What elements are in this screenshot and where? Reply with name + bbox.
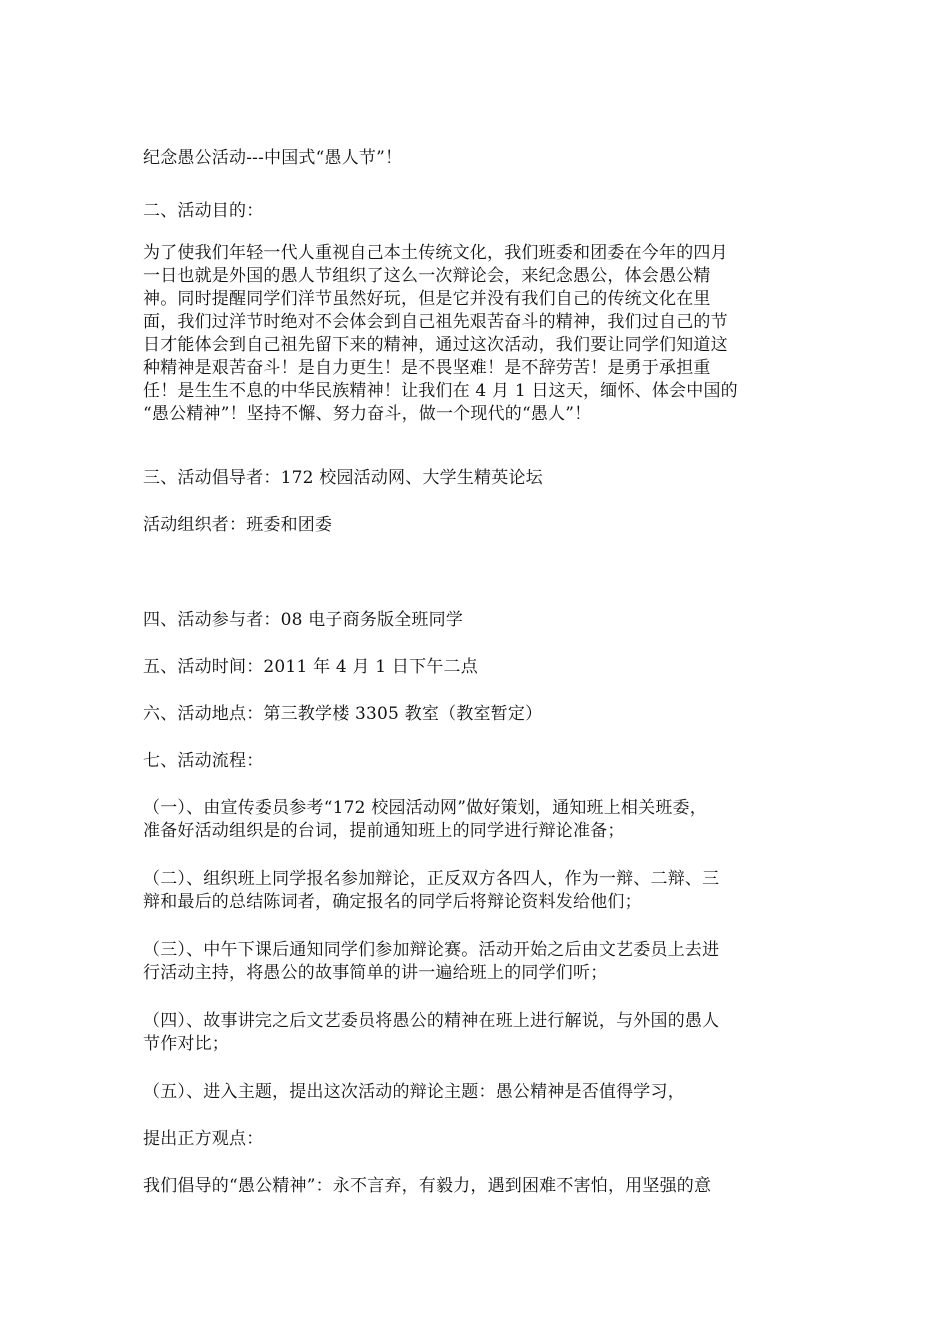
step-line: （四）、故事讲完之后文艺委员将愚公的精神在班上进行解说，与外国的愚人 (143, 1011, 720, 1031)
section3-line: 三、活动倡导者：172 校园活动网、大学生精英论坛 (143, 468, 543, 488)
step3 (143, 939, 808, 985)
body-line: 为了使我们年轻一代人重视自己本土传统文化，我们班委和团委在今年的四月 (143, 243, 728, 263)
pro-view-line: 我们倡导的“愚公精神”：永不言弃，有毅力，遇到困难不害怕，用坚强的意 (143, 1176, 712, 1196)
step2 (143, 868, 808, 914)
step-line: 辩和最后的总结陈词者，确定报名的同学后将辩论资料发给他们； (143, 892, 642, 912)
step-line: （二）、组织班上同学报名参加辩论，正反双方各四人，作为一辩、二辩、三 (143, 869, 720, 889)
body-line: “愚公精神”！坚持不懈、努力奋斗，做一个现代的“愚人”！ (143, 404, 592, 424)
step-line: （一）、由宣传委员参考“172 校园活动网”做好策划，通知班上相关班委， (143, 798, 707, 818)
organizer-line: 活动组织者：班委和团委 (143, 515, 333, 535)
pro-view-heading: 提出正方观点： (143, 1129, 264, 1149)
body-line: 一日也就是外国的愚人节组织了这么一次辩论会，来纪念愚公，体会愚公精 (143, 266, 711, 286)
section7-heading: 七、活动流程： (143, 751, 264, 771)
step4 (143, 1010, 808, 1056)
body-line: 种精神是艰苦奋斗！是自力更生！是不畏坚难！是不辞劳苦！是勇于承担重 (143, 358, 711, 378)
section5-line: 五、活动时间：2011 年 4 月 1 日下午二点 (143, 657, 478, 677)
body-line: 日才能体会到自己祖先留下来的精神，通过这次活动，我们要让同学们知道这 (143, 335, 728, 355)
body-line: 任！是生生不息的中华民族精神！让我们在 4 月 1 日这天，缅怀、体会中国的 (143, 381, 738, 401)
body-line: 面，我们过洋节时绝对不会体会到自己祖先艰苦奋斗的精神，我们过自己的节 (143, 312, 728, 332)
step-line: 准备好活动组织是的台词，提前通知班上的同学进行辩论准备； (143, 821, 625, 841)
section4-line: 四、活动参与者：08 电子商务版全班同学 (143, 610, 464, 630)
intro-line: 纪念愚公活动---中国式“愚人节”！ (143, 148, 403, 168)
section6-line: 六、活动地点：第三教学楼 3305 教室（教室暂定） (143, 704, 543, 724)
section2-heading: 二、活动目的： (143, 201, 264, 221)
step1 (143, 797, 808, 843)
step-line: 行活动主持，将愚公的故事简单的讲一遍给班上的同学们听； (143, 963, 608, 983)
step-line: 节作对比； (143, 1034, 229, 1054)
body-line: 神。同时提醒同学们洋节虽然好玩，但是它并没有我们自己的传统文化在里 (143, 289, 711, 309)
section2-body (143, 242, 808, 426)
step5-line: （五）、进入主题，提出这次活动的辩论主题：愚公精神是否值得学习， (143, 1082, 685, 1102)
step-line: （三）、中午下课后通知同学们参加辩论赛。活动开始之后由文艺委员上去进 (143, 940, 720, 960)
